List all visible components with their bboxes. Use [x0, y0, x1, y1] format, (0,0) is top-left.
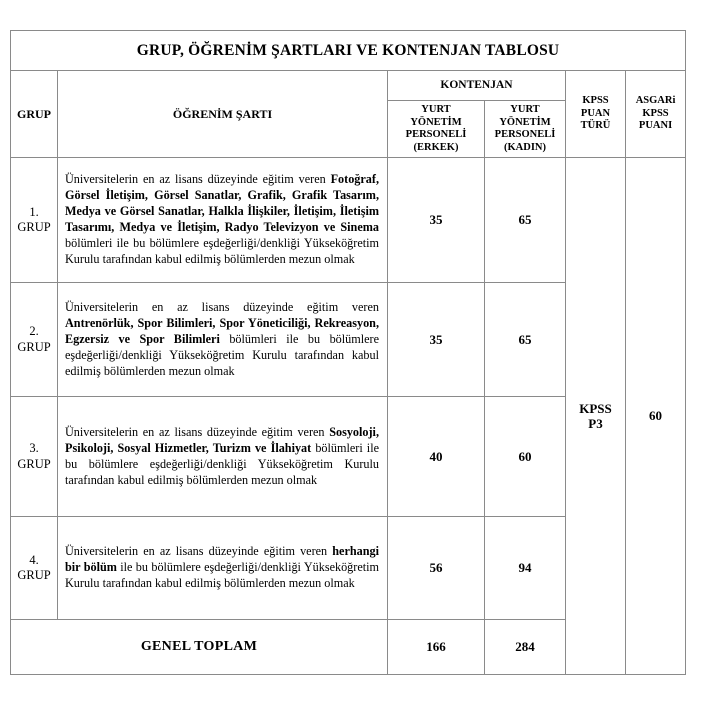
header-kontenjan-erkek — [388, 101, 485, 158]
ogrenim-sarti-3 — [58, 397, 388, 517]
header-kadin-line-4: (KADIN) — [504, 141, 546, 153]
kontenjan-erkek-2: 35 — [388, 283, 485, 397]
grup-ogrenim-kontenjan-table — [10, 30, 686, 675]
grup-label-4 — [11, 517, 58, 620]
grup-number-1: 1. — [29, 204, 39, 219]
header-row-top — [11, 71, 686, 101]
header-kontenjan-kadin — [485, 101, 566, 158]
asgari-kpss-puani-value: 60 — [626, 158, 686, 675]
kontenjan-erkek-1: 35 — [388, 158, 485, 283]
sart-prefix-3: Üniversitelerin en az lisans düzeyinde eğitim veren — [65, 424, 330, 439]
header-erkek-line-1: YURT — [421, 104, 451, 115]
table-title-row — [11, 31, 686, 71]
kontenjan-kadin-3: 60 — [485, 397, 566, 517]
grup-number-3: 3. — [29, 441, 39, 456]
genel-toplam-erkek: 166 — [388, 620, 485, 675]
header-ogrenim-sarti: ÖĞRENİM ŞARTI — [58, 71, 388, 158]
header-kadin-line-2: YÖNETİM — [499, 116, 551, 128]
kontenjan-kadin-4: 94 — [485, 517, 566, 620]
kpss-puan-turu-value — [566, 158, 626, 675]
sart-suffix-4: ile bu bölümlere eşdeğerliği/denkliği Yükseköğretim Kurulu tarafından kabul edilmiş bölümlerden mezun olmak — [65, 560, 379, 591]
ogrenim-sarti-2 — [58, 283, 388, 397]
kontenjan-erkek-4: 56 — [388, 517, 485, 620]
grup-label-1 — [11, 158, 58, 283]
header-kpss-line-2: PUAN — [580, 107, 611, 119]
header-asgari-line-2: KPSS — [642, 107, 669, 119]
sart-bold-2: Antrenörlük, Spor Bilimleri, Spor Yöneticiliği, Rekreasyon, Egzersiz ve Spor Bilimleri — [65, 315, 379, 346]
header-kpss-line-3: TÜRÜ — [580, 120, 611, 132]
table-title: GRUP, ÖĞRENİM ŞARTLARI VE KONTENJAN TABLOSU — [11, 31, 686, 71]
sart-bold-1: Fotoğraf, Görsel İletişim, Görsel Sanatlar, Grafik, Grafik Tasarım, Medya ve Görsel Sanatlar, Halkla İlişkiler, İletişim, İletişim Tasarımı, Medya ve İletişim, Radyo Televizyon ve Sinema — [65, 172, 379, 235]
genel-toplam-kadin: 284 — [485, 620, 566, 675]
genel-toplam-label: GENEL TOPLAM — [11, 620, 388, 675]
header-erkek-line-2: YÖNETİM — [410, 116, 462, 128]
kontenjan-kadin-1: 65 — [485, 158, 566, 283]
sart-suffix-3: bölümleri ile bu bölümlere eşdeğerliği/denkliği Yükseköğretim Kurulu tarafından kabul edilmiş bölümlerden mezun olmak — [65, 440, 379, 487]
header-kadin-line-3: PERSONELİ — [494, 129, 556, 141]
header-erkek-line-4: (ERKEK) — [413, 141, 459, 153]
ogrenim-sarti-4 — [58, 517, 388, 620]
sart-prefix-4: Üniversitelerin en az lisans düzeyinde eğitim veren — [65, 544, 333, 559]
header-kontenjan: KONTENJAN — [388, 71, 566, 101]
header-erkek-line-3: PERSONELİ — [405, 129, 467, 141]
header-asgari-line-1: ASGARi — [635, 95, 676, 107]
grup-word-2: GRUP — [17, 339, 51, 354]
kontenjan-erkek-3: 40 — [388, 397, 485, 517]
table-row — [11, 158, 686, 283]
sart-bold-4: herhangi bir bölüm — [65, 544, 379, 575]
grup-label-2 — [11, 283, 58, 397]
grup-word-4: GRUP — [17, 568, 51, 583]
sart-prefix-1: Üniversitelerin en az lisans düzeyinde eğitim veren — [65, 172, 331, 187]
header-asgari-kpss-puani — [626, 71, 686, 158]
kpss-value-line-1: KPSS — [579, 400, 612, 416]
kpss-value-line-2: P3 — [588, 416, 603, 432]
grup-word-3: GRUP — [17, 456, 51, 471]
grup-label-3 — [11, 397, 58, 517]
header-asgari-line-3: PUANI — [638, 120, 673, 132]
grup-number-2: 2. — [29, 324, 39, 339]
header-grup: GRUP — [11, 71, 58, 158]
sart-bold-3: Sosyoloji, Psikoloji, Sosyal Hizmetler, Turizm ve İlahiyat — [65, 424, 379, 455]
ogrenim-sarti-1 — [58, 158, 388, 283]
sart-suffix-2: bölümleri ile bu bölümlere eşdeğerliği/denkliği Yükseköğretim Kurulu tarafından kabul edilmiş bölümlerden mezun olmak — [65, 331, 379, 378]
grup-word-1: GRUP — [17, 220, 51, 235]
header-kpss-line-1: KPSS — [582, 95, 609, 107]
kontenjan-kadin-2: 65 — [485, 283, 566, 397]
header-kadin-line-1: YURT — [510, 104, 540, 115]
sart-prefix-2: Üniversitelerin en az lisans düzeyinde eğitim veren — [65, 299, 379, 314]
header-kpss-puan-turu — [566, 71, 626, 158]
grup-number-4: 4. — [29, 552, 39, 567]
sart-suffix-1: bölümleri ile bu bölümlere eşdeğerliği/denkliği Yükseköğretim Kurulu tarafından kabul edilmiş bölümlerden mezun olmak — [65, 236, 379, 267]
